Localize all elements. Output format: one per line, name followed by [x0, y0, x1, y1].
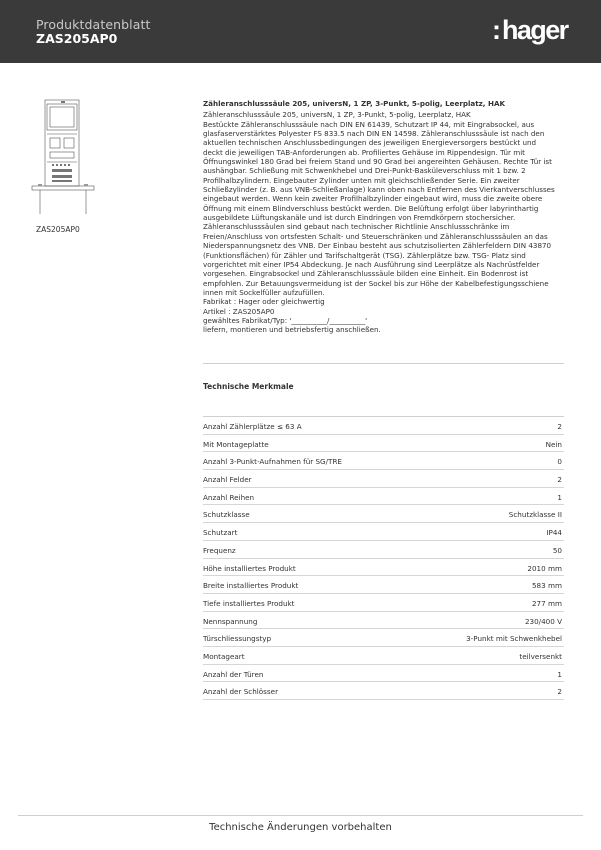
spec-key: Anzahl Felder [203, 475, 252, 485]
table-row [203, 682, 564, 700]
spec-key: Mit Montageplatte [203, 439, 269, 449]
description-line: Bestückte Zähleranschlusssäule nach DIN EN 61439, Schutzart IP 44, mit Eingrabsockel, aus [203, 119, 535, 129]
description-line: Zähleranschlusssäulen sind gebaut nach technischer Richtlinie Anschlussschränke im [203, 222, 510, 232]
description-line: vorgerichtet mit einer IP54 Abdeckung. Je nach Ausführung sind Leerplätze als Nachrüstfelder [203, 259, 540, 269]
section-divider [203, 363, 564, 364]
logo-text: hager [502, 15, 568, 45]
spec-value: 2010 mm [527, 563, 562, 573]
spec-value: teilversenkt [519, 651, 562, 661]
footer-divider [18, 815, 583, 816]
spec-value: IP44 [546, 528, 562, 538]
description-line: empfohlen. Zur Betauungsvermeidung ist der Sockel bis zur Höhe der Kabelbefestigungsschiene [203, 278, 549, 288]
spec-key: Frequenz [203, 545, 236, 555]
table-row [203, 559, 564, 577]
spec-value: 1 [557, 669, 562, 679]
specs-table [203, 417, 564, 700]
table-row [203, 523, 564, 541]
table-row [203, 629, 564, 647]
spec-value: 2 [557, 475, 562, 485]
spec-key: Anzahl Zählerplätze ≤ 63 A [203, 422, 302, 431]
description-line: ausgebildete Lüftungskanäle und ist durch Eindringen von Fremdkörpern stochersicher. [203, 213, 516, 223]
description-line: Öffnungswinkel 180 Grad bei freiem Stand und 90 Grad bei angereihten Gehäusen. Rechte Tür ist [203, 157, 552, 167]
spec-key: Schutzklasse [203, 510, 250, 520]
footer-note: Technische Änderungen vorbehalten [209, 822, 392, 833]
spec-value: 3-Punkt mit Schwenkhebel [466, 634, 562, 644]
table-row [203, 435, 564, 453]
spec-key: Türschliessungstyp [203, 634, 272, 644]
spec-key: Anzahl Reihen [203, 492, 255, 502]
spec-value: 1 [557, 492, 562, 502]
description-line: innen mit Sockelfüller aufzufüllen. [203, 287, 325, 297]
table-row [203, 505, 564, 523]
description-line: Artikel : ZAS205AP0 [203, 306, 275, 316]
description-line: (Funktionsflächen) für Zähler und Tarifschaltgerät (TSG). Zählerplätze bzw. TSG- Platz sind [203, 250, 526, 260]
hager-logo: :hager [492, 15, 568, 45]
description-line: Schließzylinder (z. B. aus VNB-Schließanlage) kann oben nach Entfernen des Vierkantverschlusses [203, 185, 555, 195]
spec-value: Nein [545, 439, 562, 449]
spec-value: 277 mm [531, 598, 562, 608]
description-line: vorgesehen. Eingrabsockel und Zähleranschlusssäule bilden eine Einheit. Ein Bodenrost ist [203, 269, 529, 279]
description-line: deckt die jeweiligen TAB-Anforderungen ab. Profiliertes Gehäuse im Rippendesign. Tür mit [203, 147, 525, 157]
description-line: Profilhalbzylindern. Eingebauter Zylinder unten mit gleichschließender Serie. Ein zweiter [203, 175, 520, 185]
spec-value: 2 [557, 687, 562, 697]
description-line: Fabrikat : Hager oder gleichwertig [203, 297, 325, 307]
product-drawing [28, 98, 98, 216]
product-code-title: ZAS205AP0 [36, 31, 118, 46]
table-row [203, 576, 564, 594]
document-type-label: Produktdatenblatt [36, 17, 151, 32]
spec-key: Höhe installiertes Produkt [203, 563, 296, 573]
spec-value: 0 [557, 457, 562, 467]
spec-key: Tiefe installiertes Produkt [203, 598, 295, 608]
table-row [203, 417, 564, 435]
specs-section-title: Technische Merkmale [203, 382, 294, 391]
header-bar [0, 0, 601, 63]
table-row [203, 488, 564, 506]
product-image-caption: ZAS205AP0 [36, 225, 80, 234]
table-row [203, 647, 564, 665]
description-line: Öffnung mit einem Blindverschluss bestückt werden. Die Belüftung erfolgt über labyrinthartig [203, 203, 539, 213]
description-line: eingebaut werden. Wenn kein zweiter Profilhalbzylinder eingebaut wird, muss die zweite obere [203, 194, 543, 204]
spec-value: 50 [552, 545, 562, 555]
spec-value: 2 [557, 422, 562, 431]
description-line: aktuellen technischen Anschlussbedingungen des jeweiligen Energieversorgers bestückt und [203, 138, 537, 148]
description-line: Niederspannungsnetz des VNB. Der Einbau besteht aus schutzisolierten Zählerfeldern DIN 43870 [203, 241, 552, 251]
product-description [203, 99, 573, 335]
spec-key: Anzahl der Türen [203, 669, 264, 679]
spec-key: Nennspannung [203, 616, 258, 626]
description-title: Zähleranschlusssäule 205, universN, 1 ZP, 3-Punkt, 5-polig, Leerplatz, HAK [203, 99, 506, 108]
description-line: aushängbar. Schließung mit Schwenkhebel und Drei-Punkt-Basküleverschluss mit 1 bzw. 2 [203, 166, 526, 176]
table-row [203, 470, 564, 488]
description-line: Freien/Anschluss von ortsfesten Schalt- und Steuerschränken und Zähleranschlusssäulen an das [203, 231, 548, 241]
table-row [203, 452, 564, 470]
table-row [203, 541, 564, 559]
table-row [203, 665, 564, 683]
description-line: glasfaserverstärktes Polyester FS 833.5 nach DIN EN 14598. Zähleranschlusssäule ist nach den [203, 129, 545, 139]
description-line: Zähleranschlusssäule 205, universN, 1 ZP, 3-Punkt, 5-polig, Leerplatz, HAK [203, 110, 471, 120]
table-row [203, 612, 564, 630]
spec-key: Schutzart [203, 528, 238, 538]
description-line: gewähltes Fabrikat/Typ: '__________/__________' [203, 315, 368, 325]
spec-key: Anzahl 3-Punkt-Aufnahmen für SG/TRE [203, 457, 342, 467]
spec-value: 583 mm [531, 581, 562, 591]
spec-value: 230/400 V [524, 616, 562, 626]
spec-key: Breite installiertes Produkt [203, 581, 299, 591]
description-line: liefern, montieren und betriebsfertig anschließen. [203, 325, 381, 335]
spec-value: Schutzklasse II [508, 510, 562, 520]
spec-key: Anzahl der Schlösser [203, 687, 279, 697]
spec-key: Montageart [203, 651, 245, 661]
table-row [203, 594, 564, 612]
